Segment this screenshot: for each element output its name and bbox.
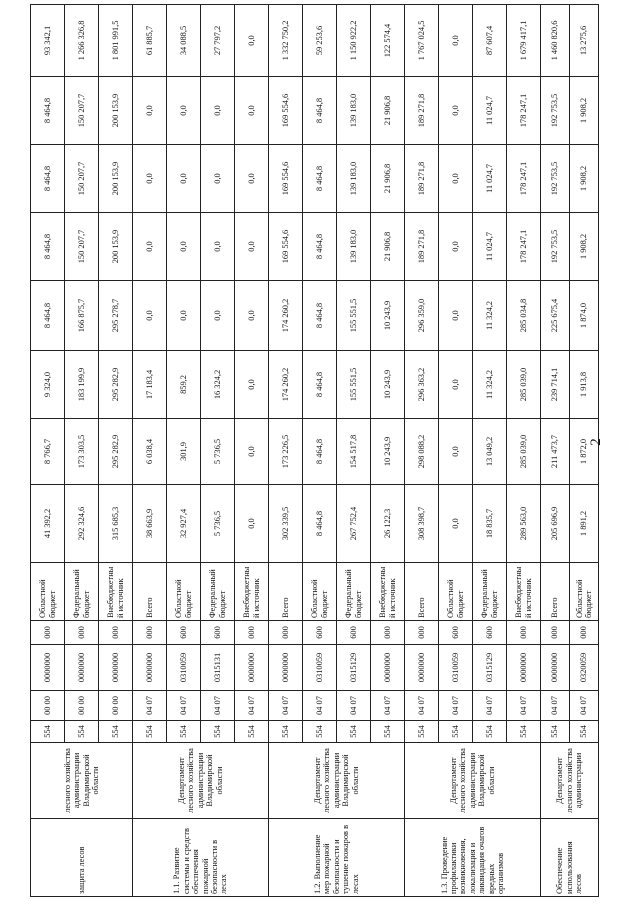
value-cell: 189 271,8 <box>405 77 439 145</box>
value-cell: 0,0 <box>235 213 269 281</box>
value-cell: 1 679 417,1 <box>507 5 541 77</box>
value-cell: 0,0 <box>235 281 269 351</box>
value-cell: 9 324,0 <box>31 351 65 419</box>
rz-cell: 04 07 <box>133 691 167 721</box>
value-cell: 0,0 <box>235 351 269 419</box>
source-cell: Областной бюджет <box>439 563 473 621</box>
value-cell: 155 551,5 <box>337 281 371 351</box>
grbs-cell: 554 <box>65 721 99 743</box>
value-cell: 1 891,2 <box>570 485 599 563</box>
value-cell: 1 908,2 <box>570 213 599 281</box>
value-cell: 8 464,8 <box>303 213 337 281</box>
value-cell: 295 282,9 <box>99 351 133 419</box>
grbs-cell: 554 <box>405 721 439 743</box>
csr-cell: 0310059 <box>303 645 337 691</box>
grbs-cell: 554 <box>337 721 371 743</box>
value-cell: 0,0 <box>201 281 235 351</box>
source-cell: Внебюджетны й источник <box>371 563 405 621</box>
rz-cell: 04 07 <box>269 691 303 721</box>
value-cell: 295 282,9 <box>99 419 133 485</box>
value-cell: 0,0 <box>133 281 167 351</box>
value-cell: 1 913,8 <box>570 351 599 419</box>
grbs-cell: 554 <box>99 721 133 743</box>
value-cell: 150 207,7 <box>65 77 99 145</box>
value-cell: 17 183,4 <box>133 351 167 419</box>
value-cell: 139 183,0 <box>337 77 371 145</box>
value-cell: 192 753,5 <box>541 213 570 281</box>
executor-cell: Департамент лесного хозяйства администрации <box>541 743 599 819</box>
csr-cell: 0000000 <box>235 645 269 691</box>
value-cell: 0,0 <box>133 77 167 145</box>
value-cell: 285 034,8 <box>507 281 541 351</box>
rz-cell: 00 00 <box>99 691 133 721</box>
grbs-cell: 554 <box>570 721 599 743</box>
vr-cell: 600 <box>337 621 371 645</box>
vr-cell: 000 <box>31 621 65 645</box>
value-cell: 5 736,5 <box>201 419 235 485</box>
value-cell: 211 473,7 <box>541 419 570 485</box>
csr-cell: 0310059 <box>167 645 201 691</box>
rz-cell: 04 07 <box>235 691 269 721</box>
value-cell: 150 207,7 <box>65 213 99 281</box>
vr-cell: 000 <box>99 621 133 645</box>
value-cell: 61 885,7 <box>133 5 167 77</box>
rz-cell: 04 07 <box>570 691 599 721</box>
value-cell: 205 696,9 <box>541 485 570 563</box>
rz-cell: 04 07 <box>507 691 541 721</box>
row-name-cell: защита лесов <box>31 819 133 897</box>
value-cell: 8 464,8 <box>31 281 65 351</box>
csr-cell: 0000000 <box>507 645 541 691</box>
source-cell: Областной бюджет <box>31 563 65 621</box>
value-cell: 1 767 024,5 <box>405 5 439 77</box>
vr-cell: 600 <box>167 621 201 645</box>
value-cell: 34 088,5 <box>167 5 201 77</box>
grbs-cell: 554 <box>473 721 507 743</box>
value-cell: 8 766,7 <box>31 419 65 485</box>
value-cell: 285 039,0 <box>507 419 541 485</box>
source-cell: Областной бюджет <box>570 563 599 621</box>
value-cell: 8 464,8 <box>303 351 337 419</box>
vr-cell: 000 <box>65 621 99 645</box>
value-cell: 0,0 <box>439 77 473 145</box>
source-cell: Внебюджетны й источник <box>99 563 133 621</box>
value-cell: 0,0 <box>167 213 201 281</box>
value-cell: 1 150 922,2 <box>337 5 371 77</box>
executor-cell: Департамент лесного хозяйства администрации Владимирской области <box>269 743 405 819</box>
source-cell: Внебюджетны й источник <box>507 563 541 621</box>
table-row <box>269 5 303 897</box>
value-cell: 0,0 <box>439 145 473 213</box>
value-cell: 5 736,5 <box>201 485 235 563</box>
rz-cell: 04 07 <box>439 691 473 721</box>
value-cell: 302 339,5 <box>269 485 303 563</box>
row-name-cell: Обеспечение использования лесов <box>541 819 599 897</box>
table-row <box>541 5 570 897</box>
value-cell: 27 797,2 <box>201 5 235 77</box>
executor-cell: лесного хозяйства администрации Владимирской области <box>31 743 133 819</box>
value-cell: 296 359,0 <box>405 281 439 351</box>
source-cell: Федеральный бюджет <box>473 563 507 621</box>
csr-cell: 0000000 <box>31 645 65 691</box>
value-cell: 200 153,9 <box>99 145 133 213</box>
csr-cell: 0000000 <box>541 645 570 691</box>
value-cell: 8 464,8 <box>303 77 337 145</box>
value-cell: 178 247,1 <box>507 145 541 213</box>
value-cell: 13 275,6 <box>570 5 599 77</box>
rz-cell: 04 07 <box>371 691 405 721</box>
value-cell: 192 753,5 <box>541 77 570 145</box>
value-cell: 0,0 <box>235 419 269 485</box>
csr-cell: 0315129 <box>473 645 507 691</box>
value-cell: 32 927,4 <box>167 485 201 563</box>
value-cell: 225 675,4 <box>541 281 570 351</box>
value-cell: 8 464,8 <box>31 145 65 213</box>
source-cell: Федеральный бюджет <box>65 563 99 621</box>
value-cell: 1 908,2 <box>570 145 599 213</box>
value-cell: 200 153,9 <box>99 213 133 281</box>
value-cell: 8 464,8 <box>303 485 337 563</box>
value-cell: 59 253,6 <box>303 5 337 77</box>
rz-cell: 00 00 <box>31 691 65 721</box>
rz-cell: 04 07 <box>473 691 507 721</box>
value-cell: 169 554,6 <box>269 213 303 281</box>
source-cell: Федеральный бюджет <box>337 563 371 621</box>
rz-cell: 04 07 <box>337 691 371 721</box>
csr-cell: 0000000 <box>133 645 167 691</box>
csr-cell: 0315129 <box>337 645 371 691</box>
rz-cell: 00 00 <box>65 691 99 721</box>
vr-cell: 000 <box>570 621 599 645</box>
value-cell: 1 460 820,6 <box>541 5 570 77</box>
value-cell: 10 243,9 <box>371 281 405 351</box>
value-cell: 139 183,0 <box>337 145 371 213</box>
vr-cell: 600 <box>473 621 507 645</box>
value-cell: 239 714,1 <box>541 351 570 419</box>
value-cell: 21 906,8 <box>371 213 405 281</box>
value-cell: 174 260,2 <box>269 351 303 419</box>
vr-cell: 000 <box>405 621 439 645</box>
value-cell: 150 207,7 <box>65 145 99 213</box>
grbs-cell: 554 <box>235 721 269 743</box>
table-row <box>405 5 439 897</box>
value-cell: 11 024,7 <box>473 145 507 213</box>
value-cell: 0,0 <box>201 145 235 213</box>
csr-cell: 0000000 <box>405 645 439 691</box>
value-cell: 178 247,1 <box>507 213 541 281</box>
csr-cell: 0310059 <box>439 645 473 691</box>
value-cell: 139 183,0 <box>337 213 371 281</box>
value-cell: 0,0 <box>133 145 167 213</box>
executor-cell: Департамент лесного хозяйства администрации Владимирской области <box>133 743 269 819</box>
value-cell: 18 835,7 <box>473 485 507 563</box>
vr-cell: 600 <box>303 621 337 645</box>
value-cell: 26 122,3 <box>371 485 405 563</box>
value-cell: 10 243,9 <box>371 419 405 485</box>
rz-cell: 04 07 <box>541 691 570 721</box>
rz-cell: 04 07 <box>303 691 337 721</box>
row-name-cell: 1.3. Проведение профилактики возникновения, локализация и ликвидация очагов вредных организмов <box>405 819 541 897</box>
value-cell: 87 607,4 <box>473 5 507 77</box>
value-cell: 189 271,8 <box>405 145 439 213</box>
value-cell: 859,2 <box>167 351 201 419</box>
value-cell: 0,0 <box>167 281 201 351</box>
row-name-cell: 1.1. Развитие системы и средств обеспечения пожарной безопасности в лесах <box>133 819 269 897</box>
grbs-cell: 554 <box>31 721 65 743</box>
rz-cell: 04 07 <box>167 691 201 721</box>
value-cell: 174 260,2 <box>269 281 303 351</box>
value-cell: 192 753,5 <box>541 145 570 213</box>
value-cell: 11 324,2 <box>473 281 507 351</box>
value-cell: 10 243,9 <box>371 351 405 419</box>
value-cell: 1 332 750,2 <box>269 5 303 77</box>
table-row <box>133 5 167 897</box>
value-cell: 11 324,2 <box>473 351 507 419</box>
vr-cell: 000 <box>133 621 167 645</box>
table-row <box>31 5 65 897</box>
value-cell: 292 324,6 <box>65 485 99 563</box>
budget-table <box>30 4 599 897</box>
value-cell: 1 266 326,8 <box>65 5 99 77</box>
value-cell: 308 398,7 <box>405 485 439 563</box>
value-cell: 0,0 <box>201 213 235 281</box>
value-cell: 267 752,4 <box>337 485 371 563</box>
source-cell: Всего <box>541 563 570 621</box>
vr-cell: 000 <box>541 621 570 645</box>
value-cell: 0,0 <box>439 419 473 485</box>
value-cell: 8 464,8 <box>303 419 337 485</box>
value-cell: 0,0 <box>235 5 269 77</box>
page-number: 2 <box>588 438 604 446</box>
source-cell: Всего <box>405 563 439 621</box>
value-cell: 0,0 <box>439 351 473 419</box>
value-cell: 295 278,7 <box>99 281 133 351</box>
value-cell: 173 226,5 <box>269 419 303 485</box>
csr-cell: 0000000 <box>371 645 405 691</box>
vr-cell: 000 <box>507 621 541 645</box>
value-cell: 122 574,4 <box>371 5 405 77</box>
csr-cell: 0000000 <box>269 645 303 691</box>
grbs-cell: 554 <box>303 721 337 743</box>
grbs-cell: 554 <box>269 721 303 743</box>
source-cell: Всего <box>133 563 167 621</box>
value-cell: 16 324,2 <box>201 351 235 419</box>
source-cell: Внебюджетны й источник <box>235 563 269 621</box>
csr-cell: 0320059 <box>570 645 599 691</box>
value-cell: 0,0 <box>201 77 235 145</box>
value-cell: 0,0 <box>439 213 473 281</box>
vr-cell: 000 <box>235 621 269 645</box>
value-cell: 169 554,6 <box>269 77 303 145</box>
value-cell: 289 563,0 <box>507 485 541 563</box>
grbs-cell: 554 <box>201 721 235 743</box>
rz-cell: 04 07 <box>405 691 439 721</box>
value-cell: 0,0 <box>439 5 473 77</box>
value-cell: 1 874,0 <box>570 281 599 351</box>
value-cell: 38 663,9 <box>133 485 167 563</box>
value-cell: 178 247,1 <box>507 77 541 145</box>
value-cell: 296 363,2 <box>405 351 439 419</box>
source-cell: Областной бюджет <box>303 563 337 621</box>
grbs-cell: 554 <box>439 721 473 743</box>
value-cell: 1 872,0 <box>570 419 599 485</box>
value-cell: 0,0 <box>235 77 269 145</box>
value-cell: 189 271,8 <box>405 213 439 281</box>
vr-cell: 600 <box>439 621 473 645</box>
value-cell: 169 554,6 <box>269 145 303 213</box>
value-cell: 21 906,8 <box>371 145 405 213</box>
value-cell: 21 906,8 <box>371 77 405 145</box>
csr-cell: 0000000 <box>99 645 133 691</box>
value-cell: 0,0 <box>167 145 201 213</box>
value-cell: 315 685,3 <box>99 485 133 563</box>
value-cell: 41 392,2 <box>31 485 65 563</box>
value-cell: 6 038,4 <box>133 419 167 485</box>
grbs-cell: 554 <box>133 721 167 743</box>
grbs-cell: 554 <box>371 721 405 743</box>
grbs-cell: 554 <box>541 721 570 743</box>
csr-cell: 0315131 <box>201 645 235 691</box>
value-cell: 0,0 <box>235 485 269 563</box>
value-cell: 301,9 <box>167 419 201 485</box>
value-cell: 8 464,8 <box>303 281 337 351</box>
vr-cell: 600 <box>201 621 235 645</box>
value-cell: 1 908,2 <box>570 77 599 145</box>
value-cell: 298 088,2 <box>405 419 439 485</box>
value-cell: 173 303,5 <box>65 419 99 485</box>
value-cell: 0,0 <box>439 281 473 351</box>
value-cell: 166 875,7 <box>65 281 99 351</box>
source-cell: Всего <box>269 563 303 621</box>
value-cell: 11 024,7 <box>473 77 507 145</box>
value-cell: 11 024,7 <box>473 213 507 281</box>
value-cell: 0,0 <box>439 485 473 563</box>
value-cell: 8 464,8 <box>303 145 337 213</box>
grbs-cell: 554 <box>167 721 201 743</box>
value-cell: 93 342,1 <box>31 5 65 77</box>
csr-cell: 0000000 <box>65 645 99 691</box>
value-cell: 8 464,8 <box>31 77 65 145</box>
value-cell: 8 464,8 <box>31 213 65 281</box>
source-cell: Областной бюджет <box>167 563 201 621</box>
executor-cell: Департамент лесного хозяйства администрации Владимирской области <box>405 743 541 819</box>
value-cell: 154 517,8 <box>337 419 371 485</box>
value-cell: 285 039,0 <box>507 351 541 419</box>
value-cell: 183 199,9 <box>65 351 99 419</box>
vr-cell: 000 <box>269 621 303 645</box>
value-cell: 200 153,9 <box>99 77 133 145</box>
grbs-cell: 554 <box>507 721 541 743</box>
value-cell: 155 551,5 <box>337 351 371 419</box>
value-cell: 0,0 <box>235 145 269 213</box>
rz-cell: 04 07 <box>201 691 235 721</box>
vr-cell: 000 <box>371 621 405 645</box>
value-cell: 1 801 991,5 <box>99 5 133 77</box>
value-cell: 13 049,2 <box>473 419 507 485</box>
row-name-cell: 1.2. Выполнение мер пожарной безопасности и тушение пожаров в лесах <box>269 819 405 897</box>
value-cell: 0,0 <box>167 77 201 145</box>
source-cell: Федеральный бюджет <box>201 563 235 621</box>
value-cell: 0,0 <box>133 213 167 281</box>
